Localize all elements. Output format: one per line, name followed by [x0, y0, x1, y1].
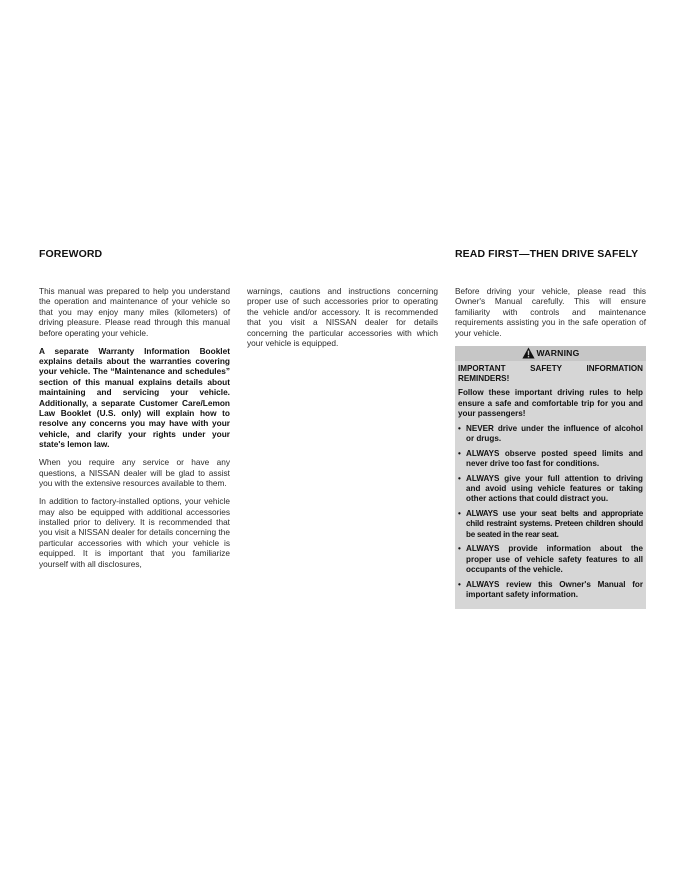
warning-item: • ALWAYS observe posted speed limits and never drive too fast for conditions. [458, 449, 643, 470]
warning-title: WARNING [536, 347, 580, 358]
warning-box [455, 346, 646, 609]
warning-item: • NEVER drive under the influence of alcohol or drugs. [458, 424, 643, 445]
foreword-column-2 [247, 286, 438, 356]
warning-item: • ALWAYS provide information about the proper use of vehicle safety features to all occupants of the vehicle. [458, 544, 643, 575]
warranty-paragraph: A separate Warranty Information Booklet explains details about the warranties covering your vehicle. The “Maintenance and schedules” section of this manual explains details about maintaining and servicing your vehicle. Additionally, a separate Customer Care/Lemon Law Booklet (U.S. only) will explain how to resolve any concerns you may have with your vehicle, and clarify your rights under your state's lemon law. [39, 345, 230, 450]
accessories-paragraph: In addition to factory-installed options, your vehicle may also be equipped with additional accessories installed prior to delivery. It is recommended that you visit a NISSAN dealer for details concerning the particular accessories with which your vehicle is equipped. It is important that you familiarize yourself with all disclosures, [39, 496, 230, 569]
read-first-intro: Before driving your vehicle, please read this Owner's Manual carefully. This will ensure familiarity with controls and maintenance requirements assisting you in the safe operation of your vehicle. [455, 286, 646, 338]
accessories-continued-paragraph: warnings, cautions and instructions concerning proper use of such accessories prior to operating the vehicle and/or accessory. It is recommended that you visit a NISSAN dealer for details concerning the particular accessories with which your vehicle is equipped. [247, 286, 438, 349]
foreword-column-1 [39, 286, 230, 577]
warning-lead: Follow these important driving rules to help ensure a safe and comfortable trip for you and your passengers! [458, 388, 643, 419]
warning-item: • ALWAYS give your full attention to driving and avoid using vehicle features or taking other actions that could distract you. [458, 474, 643, 505]
warning-triangle-icon [522, 347, 535, 359]
warning-list [458, 424, 643, 601]
warning-item: • ALWAYS review this Owner's Manual for important safety information. [458, 580, 643, 601]
service-paragraph: When you require any service or have any questions, a NISSAN dealer will be glad to assist you with the extensive resources available to them. [39, 457, 230, 489]
read-first-column [455, 286, 646, 609]
foreword-heading: FOREWORD [39, 248, 103, 260]
warning-item: • ALWAYS use your seat belts and appropriate child restraint systems. Preteen children should be seated in the rear seat. [458, 509, 643, 540]
warning-reminder: IMPORTANT SAFETY INFORMATION REMINDERS! [458, 363, 643, 384]
warning-header [455, 346, 646, 361]
intro-paragraph: This manual was prepared to help you understand the operation and maintenance of your vehicle so that you may enjoy many miles (kilometers) of driving pleasure. Please read through this manual before operating your vehicle. [39, 286, 230, 338]
read-first-heading: READ FIRST—THEN DRIVE SAFELY [455, 248, 639, 260]
